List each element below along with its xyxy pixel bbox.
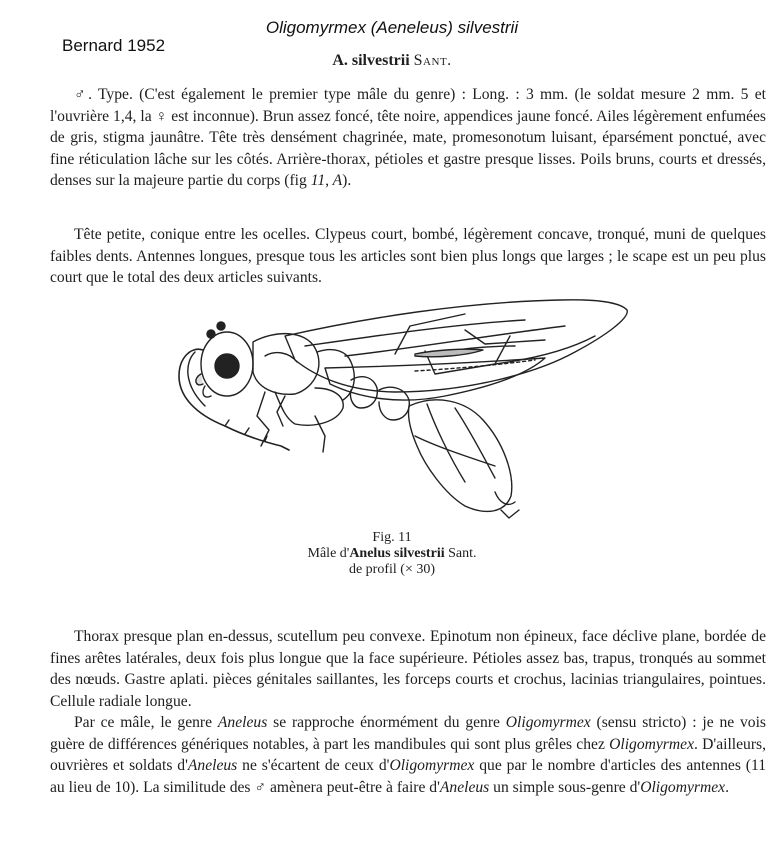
caption-author: Sant.: [448, 546, 477, 561]
p4-f: que par le nombre d'articles des antennes (11 au lieu de 10). La similitude des ♂ amènera peut-être à faire d': [50, 757, 766, 796]
leg-front: [257, 392, 269, 446]
p4-g: un simple sous-genre d': [493, 778, 641, 796]
figure-caption: [0, 530, 784, 578]
caption-pre: Mâle d': [307, 546, 350, 561]
p4-genus-1: Aneleus: [217, 714, 268, 731]
ant-male-profile-drawing: [165, 296, 635, 528]
gaster: [408, 400, 519, 518]
p4-genus-6: Aneleus: [439, 778, 490, 796]
paragraph-comparison: [50, 712, 766, 798]
species-heading: [0, 52, 784, 70]
p1-text: ♂. Type. (C'est également le premier type mâle du genre) : Long. : 3 mm. (le soldat mesure 2 mm. 5 et l'ouvrière 1,4, la ♀ est inconnue). Brun assez foncé, tête noire, appendices jaune foncé. Ailes légèrement enfumées de gris, stigma jaunâtre. Tête très densément chagrinée, mate, promesonotum luisant, éparsément ponctué, avec fine réticulation lâche sur les côtés. Arrière-thorax, pétioles et gastre presque lisses. Poils bruns, courts et dressés, denses sur la majeure partie du corps (fig: [50, 86, 766, 189]
figure-label: Fig. 11: [372, 530, 412, 545]
figure-caption-line1: [0, 546, 784, 562]
paragraph-head: Tête petite, conique entre les ocelles. Clypeus court, bombé, légèrement concave, tronqué, muni de quelques faibles dents. Antennes longues, presque tous les articles sont bien plus longs que larges ; le scape est un peu plus court que le total des deux articles suivants.: [50, 226, 766, 286]
p1-figure-ref: 11, A: [310, 172, 343, 189]
thorax: [253, 334, 354, 426]
p4-e: ne s'écartent de ceux d': [242, 757, 390, 774]
source-citation: Bernard 1952: [62, 36, 166, 55]
p4-d: . D'ailleurs, ouvrières et soldats d': [50, 735, 766, 774]
p4-a: Par ce mâle, le genre: [74, 714, 213, 731]
hindwing: [325, 358, 545, 400]
species-author: Sant.: [413, 52, 452, 69]
p1-end: ).: [342, 172, 352, 189]
species-name: A. silvestrii: [332, 52, 410, 69]
p4-b: se rapproche énormément du genre: [273, 714, 500, 731]
p4-genus-5: Oligomyrmex: [389, 757, 475, 774]
head: [196, 322, 253, 397]
p4-c: (sensu stricto) : je ne vois guère de différences génériques notables, à part les mandibules qui sont plus grêles chez: [50, 714, 766, 753]
p4-h: .: [725, 778, 729, 796]
p4-genus-4: Aneleus: [187, 757, 238, 774]
p4-genus-2: Oligomyrmex: [505, 714, 591, 731]
p4-genus-3: Oligomyrmex: [609, 735, 694, 753]
leg-mid: [315, 416, 325, 452]
figure-illustration: [165, 296, 635, 528]
caption-species: Anelus silvestrii: [349, 546, 445, 561]
paragraph-thorax: Thorax presque plan en-dessus, scutellum peu convexe. Epinotum non épineux, face déclive plane, bordée de fines arêtes latérales, deux fois plus longue que la face supérieure. Pétioles assez bas, trapus, tronqués au sommet des nœuds. Gastre aplati. pièces génitales saillantes, les forceps courts et crochus, lacinias triangulaires, pointues. Cellule radiale longue.: [50, 628, 766, 710]
p4-genus-7: Oligomyrmex: [640, 778, 726, 796]
header-title: Oligomyrmex (Aeneleus) silvestrii: [265, 18, 519, 37]
forewing: [285, 300, 627, 392]
paragraph-type-description: [50, 84, 766, 192]
figure-caption-line2: de profil (× 30): [348, 562, 436, 577]
